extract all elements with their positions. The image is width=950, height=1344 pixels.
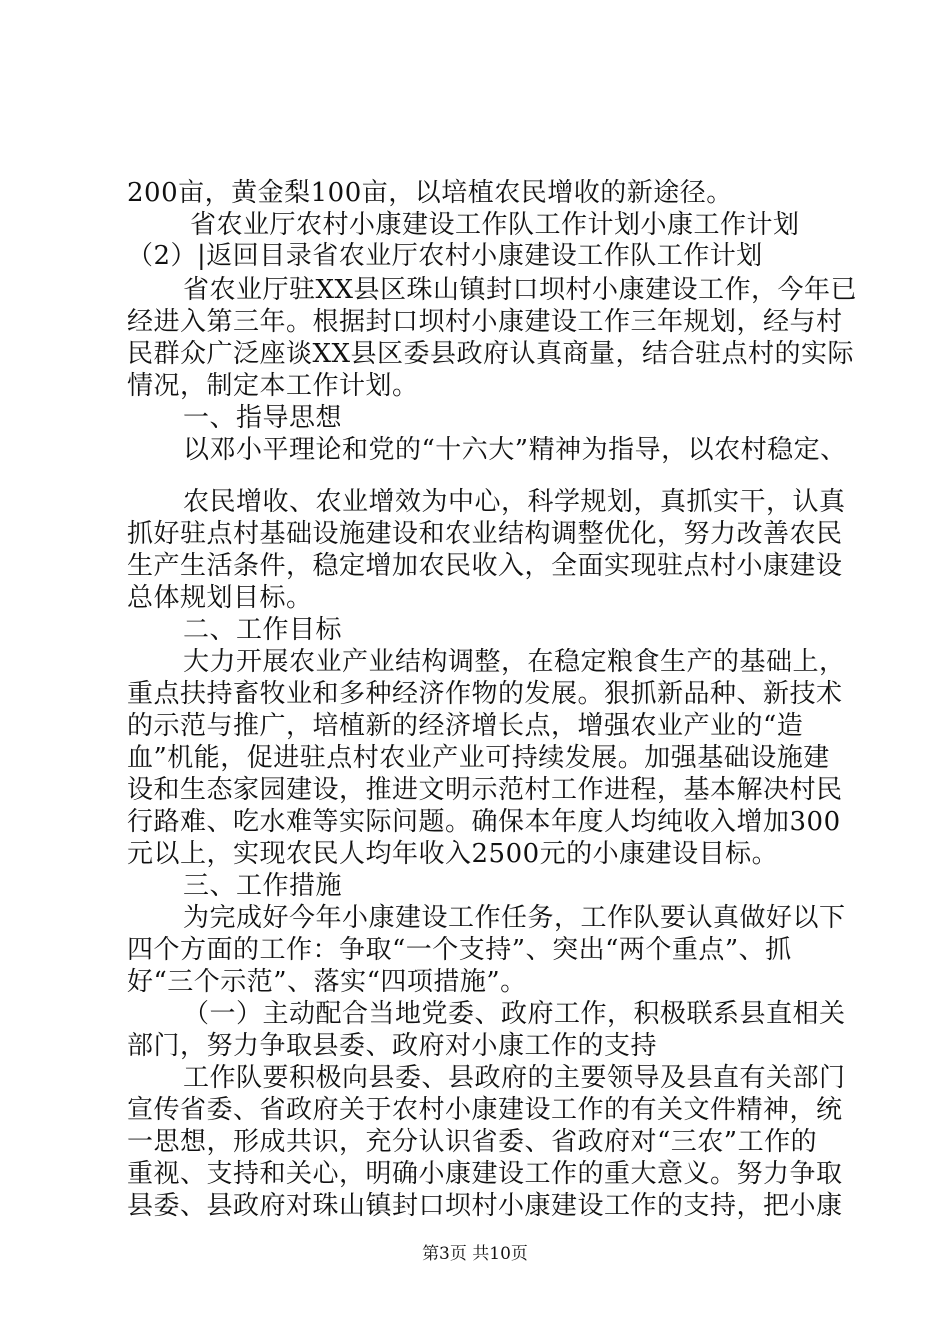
text-line: 行路难、吃水难等实际问题。确保本年度人均纯收入增加300 bbox=[127, 807, 841, 837]
text-line: 以邓小平理论和党的“十六大”精神为指导，以农村稳定、 bbox=[183, 435, 847, 465]
text-line: 总体规划目标。 bbox=[127, 583, 313, 613]
page-footer: 第3页 共10页 bbox=[422, 1244, 528, 1264]
text-line: 的示范与推广，培植新的经济增长点，增强农业产业的“造 bbox=[127, 711, 804, 741]
text-line: 经进入第三年。根据封口坝村小康建设工作三年规划，经与村 bbox=[127, 307, 843, 337]
text-line: 四个方面的工作：争取“一个支持”、突出“两个重点”、抓 bbox=[127, 935, 792, 965]
text-line: 宣传省委、省政府关于农村小康建设工作的有关文件精神，统 bbox=[127, 1095, 843, 1125]
text-line: 重点扶持畜牧业和多种经济作物的发展。狠抓新品种、新技术 bbox=[127, 679, 843, 709]
section-heading-continued: （2）|返回目录省农业厅农村小康建设工作队工作计划 bbox=[127, 241, 763, 271]
text-line: 元以上，实现农民人均年收入2500元的小康建设目标。 bbox=[127, 839, 779, 869]
text-line: 设和生态家园建设，推进文明示范村工作进程，基本解决村民 bbox=[127, 775, 843, 805]
text-line: 重视、支持和关心，明确小康建设工作的重大意义。努力争取 bbox=[127, 1159, 843, 1189]
subheading-line: （一）主动配合当地党委、政府工作，积极联系县直相关 bbox=[183, 999, 846, 1029]
heading-work-goals: 二、工作目标 bbox=[183, 615, 343, 645]
text-line: 血”机能，促进驻点村农业产业可持续发展。加强基础设施建 bbox=[127, 743, 830, 773]
text-line: 生产生活条件，稳定增加农民收入，全面实现驻点村小康建设 bbox=[127, 551, 843, 581]
text-line: 为完成好今年小康建设工作任务，工作队要认真做好以下 bbox=[183, 903, 846, 933]
heading-guiding-ideology: 一、指导思想 bbox=[183, 403, 343, 433]
text-line: 情况，制定本工作计划。 bbox=[127, 371, 419, 401]
subheading-line: 部门，努力争取县委、政府对小康工作的支持 bbox=[127, 1031, 658, 1061]
text-line: 农民增收、农业增效为中心，科学规划，真抓实干，认真 bbox=[183, 487, 846, 517]
text-line: 抓好驻点村基础设施建设和农业结构调整优化，努力改善农民 bbox=[127, 519, 843, 549]
text-line: 县委、县政府对珠山镇封口坝村小康建设工作的支持，把小康 bbox=[127, 1191, 843, 1221]
text-line: 工作队要积极向县委、县政府的主要领导及县直有关部门 bbox=[183, 1063, 846, 1093]
text-line: 大力开展农业产业结构调整，在稳定粮食生产的基础上， bbox=[183, 647, 846, 677]
heading-work-measures: 三、工作措施 bbox=[183, 871, 343, 901]
text-line: 好“三个示范”、落实“四项措施”。 bbox=[127, 967, 527, 997]
text-line: 民群众广泛座谈XX县区委县政府认真商量，结合驻点村的实际 bbox=[127, 339, 855, 369]
text-line: 200亩，黄金梨100亩，以培植农民增收的新途径。 bbox=[127, 178, 733, 208]
section-heading: 省农业厅农村小康建设工作队工作计划小康工作计划 bbox=[190, 210, 800, 240]
text-line: 省农业厅驻XX县区珠山镇封口坝村小康建设工作，今年已 bbox=[183, 275, 858, 305]
text-line: 一思想，形成共识，充分认识省委、省政府对“三农”工作的 bbox=[127, 1127, 818, 1157]
